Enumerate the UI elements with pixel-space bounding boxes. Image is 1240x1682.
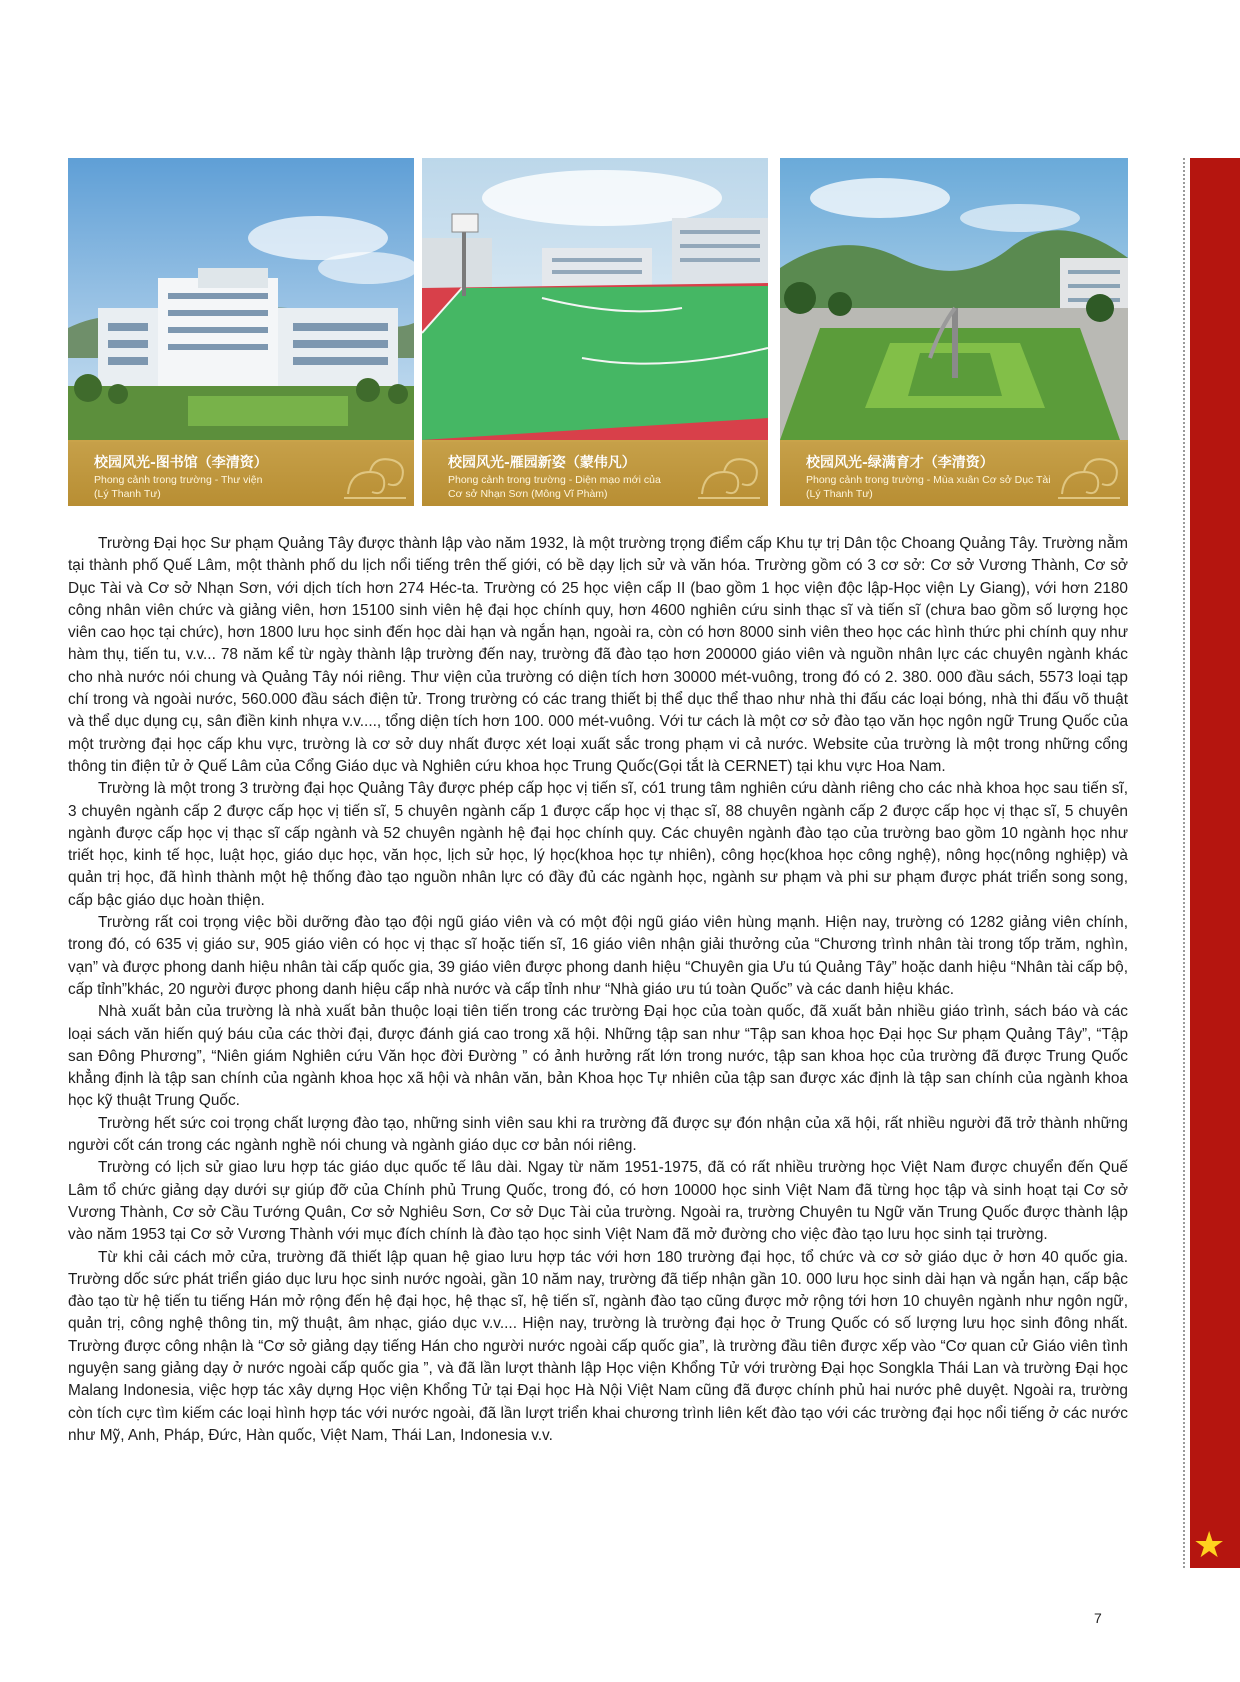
- library-building-image: [68, 158, 414, 440]
- paragraph: Nhà xuất bản của trường là nhà xuất bản thuộc loại tiên tiến trong các trường Đại học của toàn quốc, đã xuất bản nhiều giáo trình, sách báo và các loại sách văn hiến quý báu của các thời đại, được đánh giá cao trong xã hội. Những tập san như “Tập san khoa học Đại học Sư phạm Quảng Tây”, “Tập san Đông Phương”, “Niên giám Nghiên cứu Văn học đời Đường ” có ảnh hưởng rất lớn trong nước, tập san khoa học của trường đã được Trung Quốc khẳng định là tập san chính của ngành khoa học xã hội và nhân văn, bản Khoa học Tự nhiên của tập san được xác định là tập san chính của ngành khoa học kỹ thuật Trung Quốc.: [68, 1003, 1128, 1110]
- star-icon: ★: [1193, 1524, 1226, 1565]
- paragraph: Trường rất coi trọng việc bồi dưỡng đào tạo đội ngũ giáo viên và có một đội ngũ giáo viên hùng mạnh. Hiện nay, trường có 1282 giảng viên chính, trong đó, có 635 vị giáo sư, 905 giáo viên có học vị thạc sĩ hoặc tiến sĩ, 16 giáo viên nhận giải thưởng của “Chương trình nhân tài trong tốp trăm, nghìn, vạn” và được phong danh hiệu nhân tài cấp quốc gia, 39 giáo viên được phong danh hiệu “Chuyên gia Ưu tú Quảng Tây” hoặc danh hiệu “Nhân tài cấp bộ, cấp tỉnh”khác, 20 người được phong danh hiệu cấp nhà nước và cấp tỉnh như “Nhà giáo ưu tú toàn Quốc” và các danh hiệu khác.: [68, 914, 1128, 998]
- photo-garden: [780, 158, 1128, 506]
- caption-chinese: 校园风光-雁园新姿（蒙伟凡）: [448, 455, 636, 471]
- cloud-swirl-icon: [1054, 450, 1124, 502]
- paragraph: Trường có lịch sử giao lưu hợp tác giáo dục quốc tế lâu dài. Ngay từ năm 1951-1975, đã có rất nhiều trường học Việt Nam được chuyển đến Quế Lâm tổ chức giảng dạy dưới sự giúp đỡ của Chính phủ Trung Quốc, trong đó, có hơn 10000 học sinh Việt Nam đã từng học tập và sinh hoạt tại Cơ sở Vương Thành, Cơ sở Cầu Tướng Quân, Cơ sở Nghiêu Sơn, Cơ sở Dục Tài của trường. Ngoài ra, trường Chuyên tu Ngữ văn Trung Quốc được thành lập vào năm 1953 tại Cơ sở Vương Thành với mục đích chính là đào tạo học sinh Việt Nam đã mở đường cho việc đào tạo lưu học sinh tại trường.: [68, 1159, 1128, 1244]
- caption-band: [68, 442, 414, 506]
- caption-chinese: 校园风光-图书馆（李清资）: [94, 455, 268, 471]
- paragraph: Trường Đại học Sư phạm Quảng Tây được thành lập vào năm 1932, là một trường trọng điểm cấp Khu tự trị Dân tộc Choang Quảng Tây. Trường nằm tại thành phố Quế Lâm, một thành phố du lịch nổi tiếng trên thế giới, có bề dạy lịch sử và văn hóa. Trường gồm có 3 cơ sở: Cơ sở Vương Thành, Cơ sở Dục Tài và Cơ sở Nhạn Sơn, với dịch tích hơn 274 Héc-ta. Trường có 25 học viện cấp II (bao gồm 1 học viện độc lập-Học viện Ly Giang), với hơn 2180 công nhân viên chức và giảng viên, hơn 15100 sinh viên hệ đại học chính quy, hơn 4600 nghiên cứu sinh thạc sĩ và tiến sĩ (chưa bao gồm số lượng học viên cao học tại chức), hơn 1800 lưu học sinh đến học dài hạn và ngắn hạn, ngoài ra, còn có hơn 8000 sinh viên theo học các hình thức phi chính quy như hàm thụ, tiến tu, v.v... 78 năm kể từ ngày thành lập trường đến nay, trường đã đào tạo hơn 200000 giáo viên và nguồn nhân lực các chuyên ngành khác cho nhà nước nói chung và Quảng Tây nói riêng. Thư viện của trường có diện tích hơn 30000 mét-vuông, trong đó có 2. 380. 000 đầu sách, 5573 loại tạp chí trong và ngoài nước, 560.000 đầu sách điện tử. Trong trường có các trang thiết bị thể dục thể thao như nhà thi đấu các loại bóng, nhà thi đấu võ thuật và thể dục dụng cụ, sân điền kinh nhựa v.v...., tổng diện tích hơn 100. 000 mét-vuông. Với tư cách là một cơ sở đào tạo văn học ngôn ngữ Trung Quốc của một trường đại học cấp khu vực, trường là cơ sở duy nhất được xét loại xuất sắc trong phạm vi cả nước. Website của trường là một trong những cổng thông tin điện tử ở Quế Lâm của Cổng Giáo dục và Nghiên cứu khoa học Trung Quốc(Gọi tắt là CERNET) tại khu vực Hoa Nam.: [68, 535, 1128, 775]
- page-number: 7: [1094, 1610, 1102, 1626]
- garden-sculpture-image: [780, 158, 1128, 440]
- caption-chinese: 校园风光-绿满育才（李清资）: [806, 455, 994, 471]
- cloud-swirl-icon: [340, 450, 410, 502]
- paragraph: Trường hết sức coi trọng chất lượng đào tạo, những sinh viên sau khi ra trường đã được sự đón nhận của xã hội, rất nhiều người đã trở thành những người cốt cán trong các ngành nghề nói chung và ngành giáo dục cơ bản nói riêng.: [68, 1114, 1128, 1155]
- cloud-swirl-icon: [694, 450, 764, 502]
- caption-vietnamese: Phong cảnh trong trường - Diện mạo mới của Cơ sở Nhạn Sơn (Mông Vĩ Phàm): [448, 474, 661, 500]
- caption-vietnamese: Phong cảnh trong trường - Thư viện (Lý Thanh Tư): [94, 474, 263, 500]
- caption-band: [780, 442, 1128, 506]
- photo-sports-court: [422, 158, 768, 506]
- side-red-bar: [1190, 158, 1240, 1568]
- side-dotted-rule: [1183, 158, 1185, 1568]
- photo-library: [68, 158, 414, 506]
- caption-band: [422, 442, 768, 506]
- paragraph: Trường là một trong 3 trường đại học Quảng Tây được phép cấp học vị tiến sĩ, có1 trung tâm nghiên cứu dành riêng cho các nhà khoa học sau tiến sĩ, 3 chuyên ngành cấp 2 được cấp học vị tiến sĩ, 5 chuyên ngành cấp 1 được cấp học vị thạc sĩ, 88 chuyên ngành cấp 2 được cấp học vị thạc sĩ, 5 chuyên ngành được cấp học vị thạc sĩ cấp ngành và 52 chuyên ngành hệ đại học chính quy. Các chuyên ngành đào tạo của trường bao gồm 10 ngành học như triết học, kinh tế học, luật học, giáo dục học, văn học, lịch sử học, lý học(khoa học tự nhiên), công học(khoa học công nghệ), nông học(nông nghiệp) và quản trị học, đã hình thành một hệ thống đào tạo nguồn nhân lực có đầy đủ các ngành học, ngành sư phạm và phi sư phạm được phát triển song song, cấp bậc giáo dục hoàn thiện.: [68, 780, 1128, 909]
- paragraph: Từ khi cải cách mở cửa, trường đã thiết lập quan hệ giao lưu hợp tác với hơn 180 trường đại học, tổ chức và cơ sở giáo dục ở hơn 40 quốc gia. Trường dốc sức phát triển giáo dục lưu học sinh nước ngoài, gần 10 năm nay, trường đã tiếp nhận gần 10. 000 lưu học sinh dài hạn và ngắn hạn, cấp bậc đào tạo từ hệ tiến tu tiếng Hán mở rộng đến hệ đại học, hệ thạc sĩ, hệ tiến sĩ, ngành đào tạo cũng được mở rộng tới hơn 10 chuyên ngành như ngôn ngữ, quản trị, công nghệ thông tin, mỹ thuật, âm nhạc, giáo dục v.v.... Hiện nay, trường là trường đại học ở Trung Quốc có số lượng lưu học sinh đông nhất. Trường được công nhận là “Cơ sở giảng dạy tiếng Hán cho người nước ngoài cấp quốc gia”, là trường đầu tiên được xếp vào “Cơ quan cử Giáo viên tình nguyện sang giảng dạy ở nước ngoài cấp quốc gia ”, và đã lần lượt thành lập Học viện Khổng Tử với trường Đại học Songkla Thái Lan và trường Đại học Malang Indonesia, việc hợp tác xây dựng Học viện Khổng Tử tại Đại học Hà Nội Việt Nam cũng đã được chính phủ hai nước phê duyệt. Ngoài ra, trường còn tích cực tìm kiếm các loại hình hợp tác với nước ngoài, đã lần lượt triển khai chương trình liên kết đào tạo với các trường đại học nổi tiếng ở các nước như Mỹ, Anh, Pháp, Đức, Hàn quốc, Việt Nam, Thái Lan, Indonesia v.v.: [68, 1248, 1128, 1444]
- article-body: [68, 533, 1128, 1447]
- caption-vietnamese: Phong cảnh trong trường - Mùa xuân Cơ sở Dục Tài (Lý Thanh Tư): [806, 474, 1051, 500]
- sports-court-image: [422, 158, 768, 440]
- photo-row: [68, 158, 1128, 506]
